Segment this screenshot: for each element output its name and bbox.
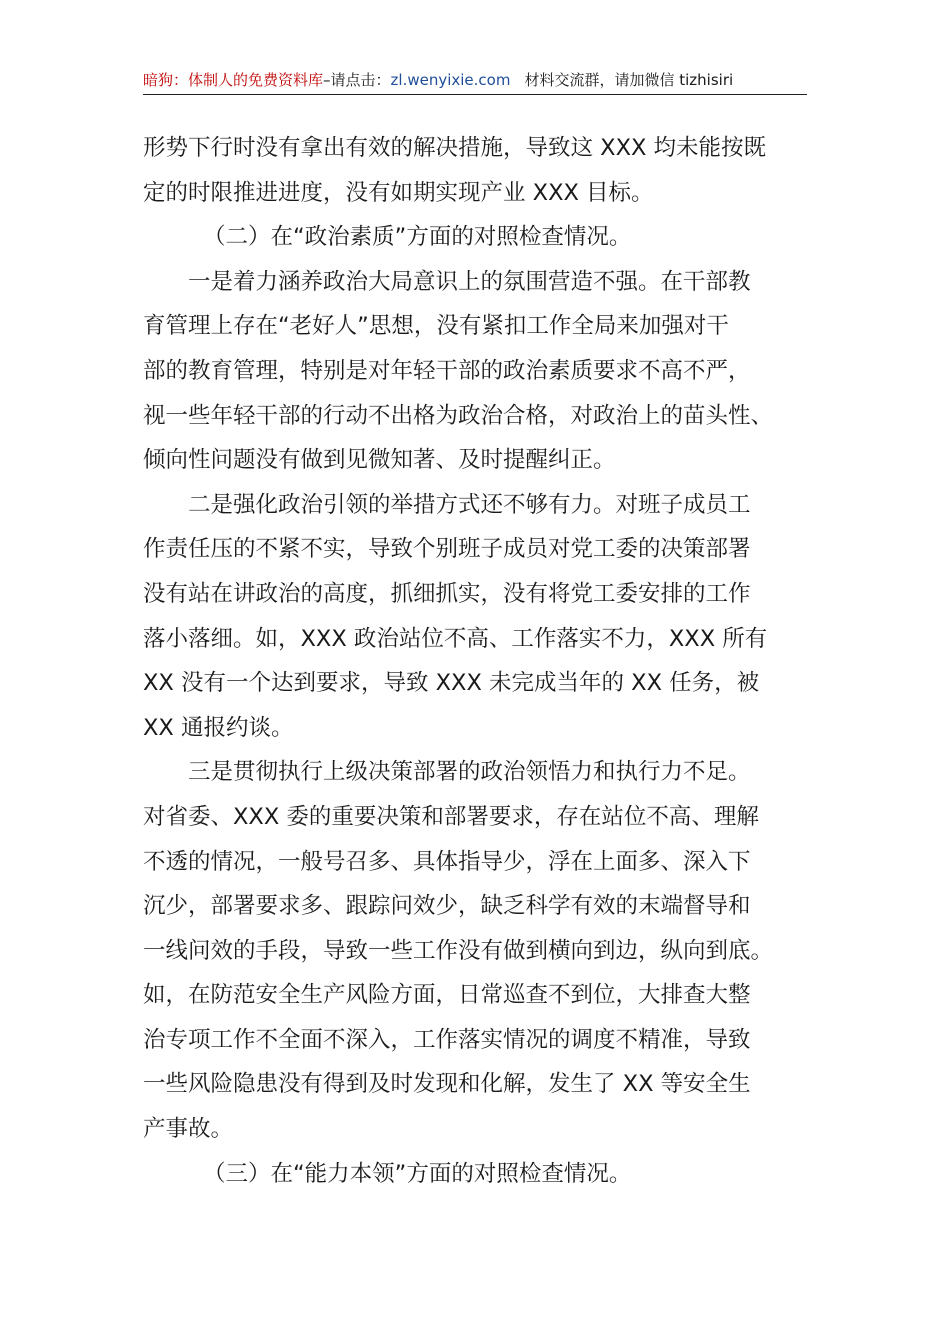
text-line: 一些风险隐患没有得到及时发现和化解，发生了 XX 等安全生 bbox=[143, 1071, 751, 1098]
text-line: 倾向性问题没有做到见微知著、及时提醒纠正。 bbox=[143, 447, 616, 474]
text-line: 没有站在讲政治的高度，抓细抓实，没有将党工委安排的工作 bbox=[143, 580, 751, 607]
header-link[interactable]: zl.wenyixie.com bbox=[390, 71, 511, 89]
paragraph-first-line: 三是贯彻执行上级决策部署的政治领悟力和执行力不足。 bbox=[188, 759, 751, 786]
section-heading: （二）在“政治素质”方面的对照检查情况。 bbox=[203, 224, 632, 251]
page-header bbox=[143, 68, 807, 95]
text-line: 定的时限推进进度，没有如期实现产业 XXX 目标。 bbox=[143, 179, 654, 206]
text-line: 作责任压的不紧不实，导致个别班子成员对党工委的决策部署 bbox=[143, 536, 751, 563]
text-line: 落小落细。如，XXX 政治站位不高、工作落实不力，XXX 所有 bbox=[143, 625, 768, 652]
text-line: XX 通报约谈。 bbox=[143, 714, 294, 741]
text-line: 沉少，部署要求多、跟踪问效少，缺乏科学有效的末端督导和 bbox=[143, 893, 751, 920]
text-line: 一线问效的手段，导致一些工作没有做到横向到边，纵向到底。 bbox=[143, 937, 774, 964]
paragraph-first-line: 一是着力涵养政治大局意识上的氛围营造不强。在干部教 bbox=[188, 268, 751, 295]
text-line: 如，在防范安全生产风险方面，日常巡查不到位，大排查大整 bbox=[143, 982, 751, 1009]
header-link-prefix: –请点击： bbox=[323, 71, 391, 89]
document-body bbox=[143, 126, 815, 1196]
text-line: 形势下行时没有拿出有效的解决措施，导致这 XXX 均未能按既 bbox=[143, 135, 767, 161]
text-line: 对省委、XXX 委的重要决策和部署要求，存在站位不高、理解 bbox=[143, 803, 759, 830]
text-line: 治专项工作不全面不深入，工作落实情况的调度不精准，导致 bbox=[143, 1026, 751, 1053]
text-line: 育管理上存在“老好人”思想，没有紧扣工作全局来加强对干 bbox=[143, 313, 729, 340]
text-line: 产事故。 bbox=[143, 1116, 234, 1143]
text-line: XX 没有一个达到要求，导致 XXX 未完成当年的 XX 任务，被 bbox=[143, 670, 760, 697]
header-brand: 暗狗：体制人的免费资料库 bbox=[143, 71, 324, 89]
text-line: 视一些年轻干部的行动不出格为政治合格，对政治上的苗头性、 bbox=[143, 402, 774, 429]
section-heading: （三）在“能力本领”方面的对照检查情况。 bbox=[203, 1160, 632, 1187]
paragraph-first-line: 二是强化政治引领的举措方式还不够有力。对班子成员工 bbox=[188, 491, 751, 518]
text-line: 不透的情况，一般号召多、具体指导少，浮在上面多、深入下 bbox=[143, 848, 751, 875]
text-line: 部的教育管理，特别是对年轻干部的政治素质要求不高不严， bbox=[143, 357, 751, 384]
header-wechat: 材料交流群，请加微信 tizhisiri bbox=[524, 71, 734, 89]
